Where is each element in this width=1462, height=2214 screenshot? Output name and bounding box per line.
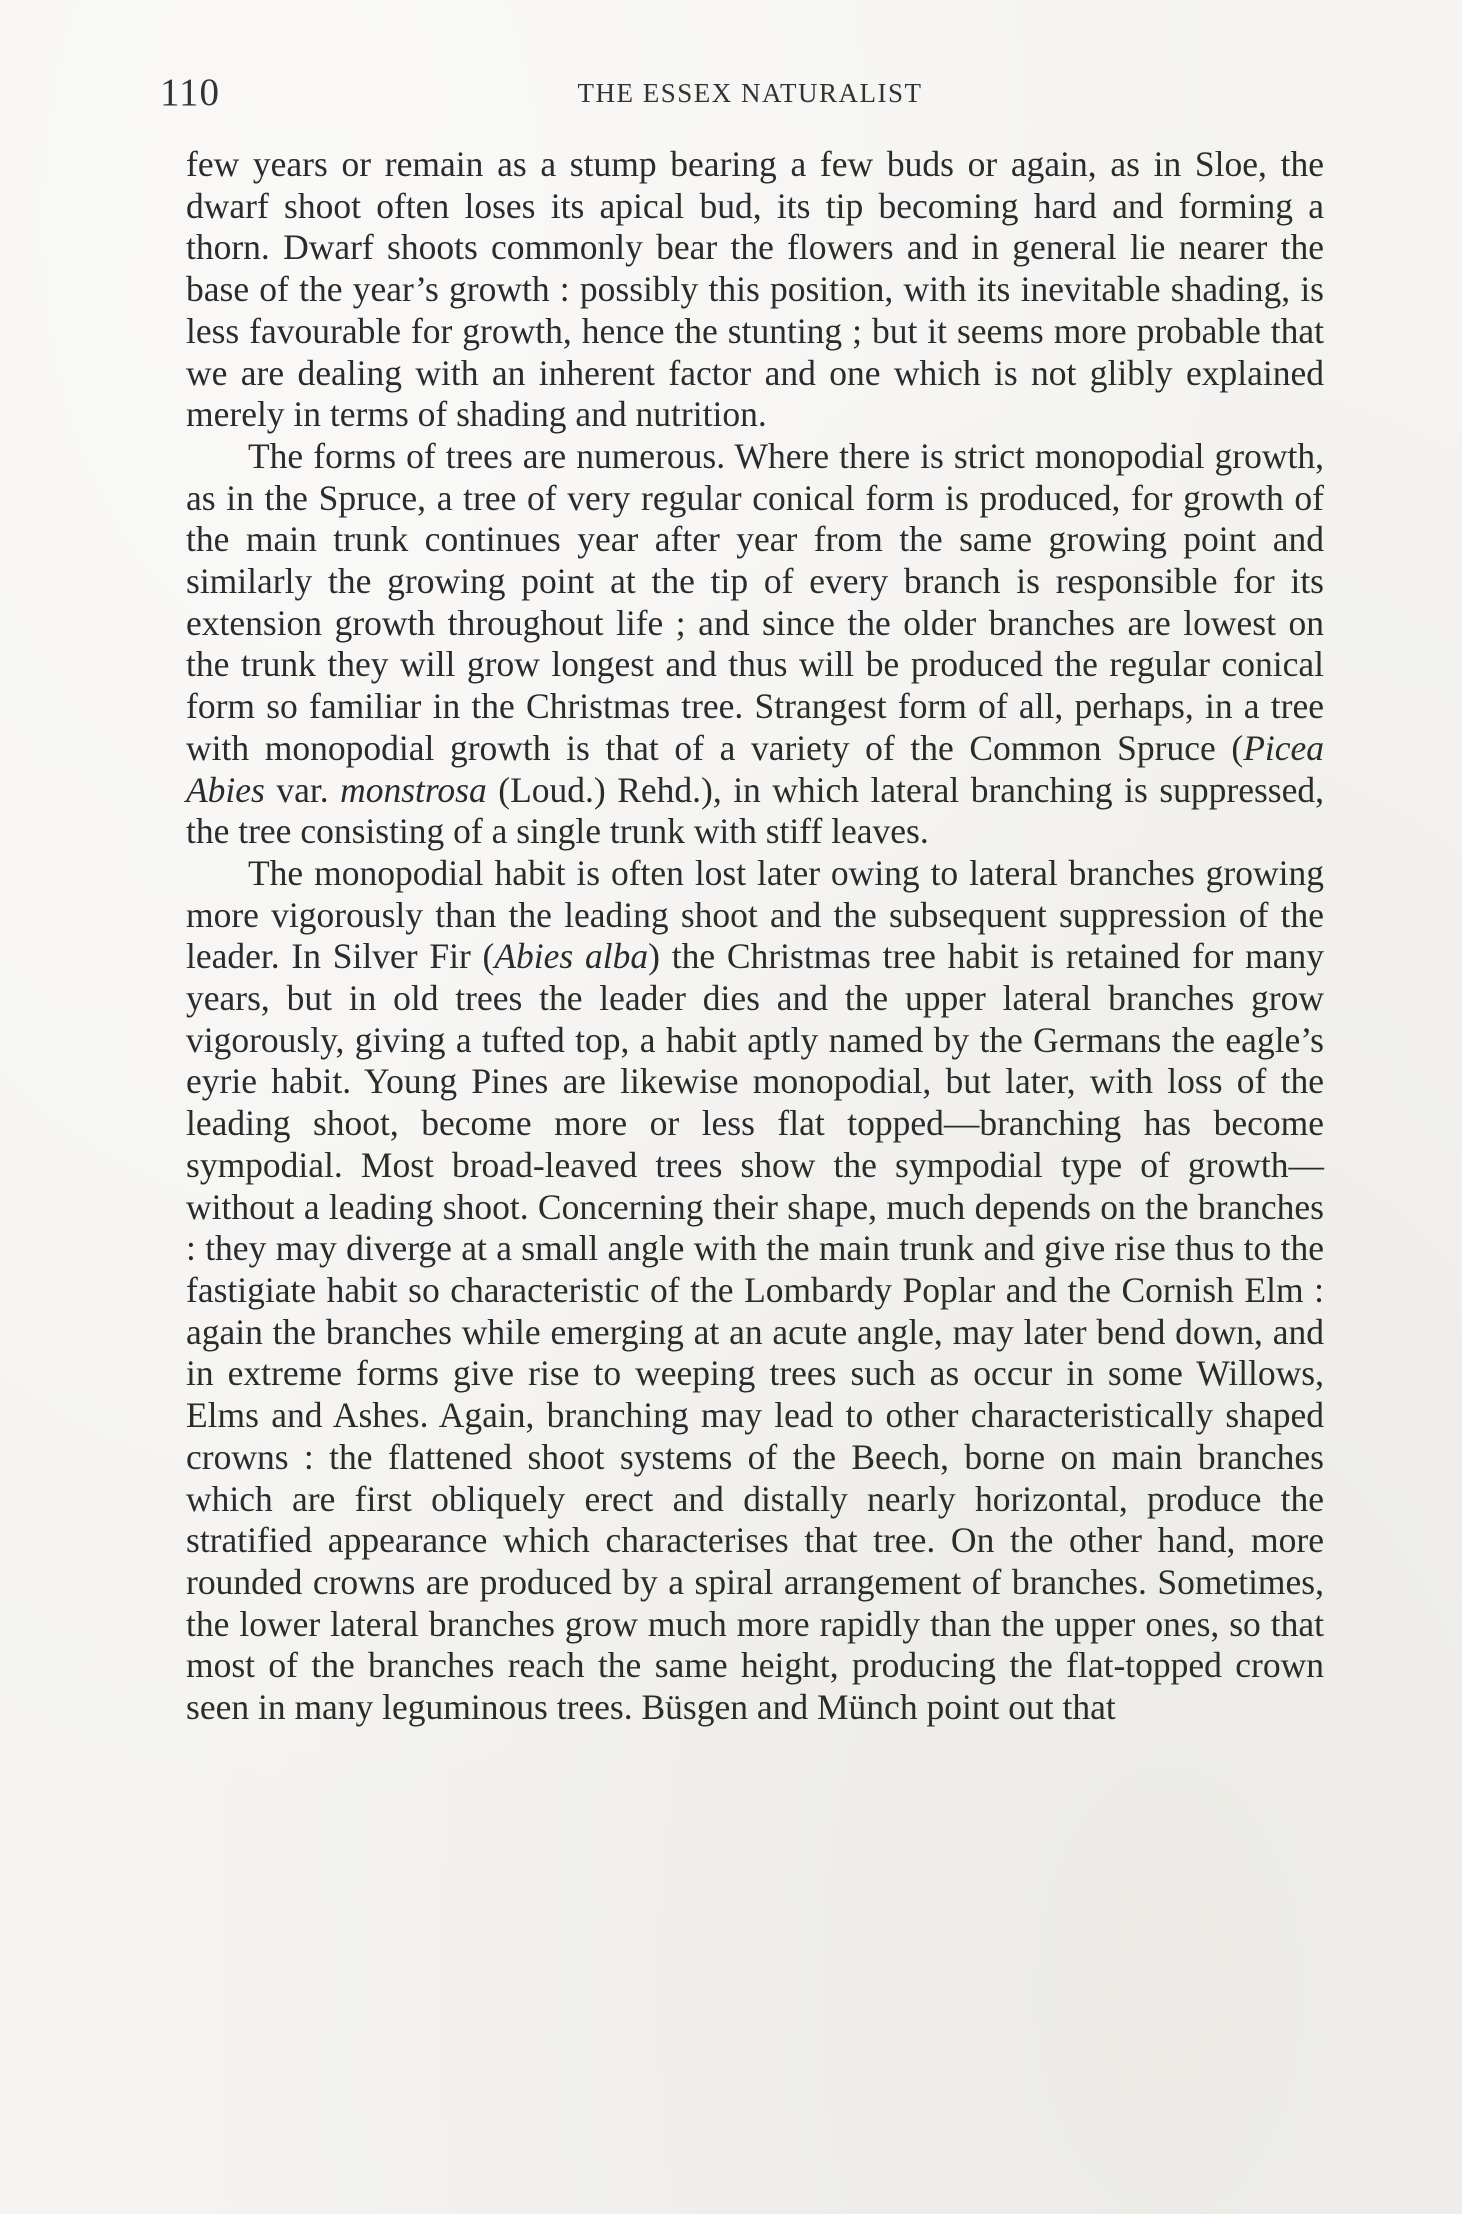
paragraph-1-text: few years or remain as a stump bearing a few buds or again, as in Sloe, the dwarf shoot often loses its apical bud, its tip becoming hard and forming a thorn. Dwarf shoots commonly bear the flowers and in general lie nearer the base of the year’s growth : possibly this position, with its inevitable shading, is less favourable for growth, hence the stunting ; but it seems more probable that we are dealing with an inherent factor and one which is not glibly explained merely in terms of shading and nutrition. (186, 144, 1324, 435)
paragraph-3 (186, 853, 1324, 1729)
species-name-picea-abies: Picea Abies (186, 727, 1324, 810)
body-text (186, 144, 1324, 1729)
variety-name-monstrosa: monstrosa (340, 769, 487, 810)
paragraph-1 (186, 144, 1324, 436)
paragraph-2-text-b: var. (264, 769, 341, 810)
species-name-abies-alba: Abies alba (494, 936, 649, 977)
paragraph-3-text-a: The monopodial habit is often lost later owing to lateral branches growing more vigorously than the leading shoot and the subsequent suppression of the leader. In Silver Fir ( (186, 852, 1324, 977)
page-header (160, 70, 1340, 120)
paragraph-3-text-b: ) the Christmas tree habit is retained for many years, but in old trees the leader dies and the upper lateral branches grow vigorously, giving a tufted top, a habit aptly named by the Germans the eagle’s eyrie habit. Young Pines are likewise monopodial, but later, with loss of the leading shoot, become more or less flat topped—branching has become sympodial. Most broad-leaved trees show the sympodial type of growth—without a leading shoot. Concerning their shape, much depends on the branches : they may diverge at a small angle with the main trunk and give rise thus to the fastigiate habit so characteristic of the Lombardy Poplar and the Cornish Elm : again the branches while emerging at an acute angle, may later bend down, and in extreme forms give rise to weeping trees such as occur in some Willows, Elms and Ashes. Again, branching may lead to other characteristically shaped crowns : the flattened shoot systems of the Beech, borne on main branches which are first obliquely erect and distally nearly horizontal, produce the stratified appearance which characterises that tree. On the other hand, more rounded crowns are produced by a spiral arrangement of branches. Sometimes, the lower lateral branches grow much more rapidly than the upper ones, so that most of the branches reach the same height, producing the flat-topped crown seen in many leguminous trees. Büsgen and Münch point out that (186, 936, 1324, 1728)
page-number: 110 (160, 71, 221, 114)
paragraph-2 (186, 436, 1324, 853)
paragraph-2-text-a: The forms of trees are numerous. Where there is strict monopodial growth, as in the Spruce, a tree of very regular conical form is produced, for growth of the main trunk continues year after year from the same growing point and similarly the growing point at the tip of every branch is responsible for its extension growth throughout life ; and since the older branches are lowest on the trunk they will grow longest and thus will be produced the regular conical form so familiar in the Christmas tree. Strangest form of all, perhaps, in a tree with monopodial growth is that of a variety of the Common Spruce ( (186, 435, 1324, 768)
running-head: THE ESSEX NATURALIST (577, 78, 923, 108)
paragraph-2-text-c: (Loud.) Rehd.), in which lateral branching is suppressed, the tree consisting of a single trunk with stiff leaves. (186, 769, 1324, 852)
